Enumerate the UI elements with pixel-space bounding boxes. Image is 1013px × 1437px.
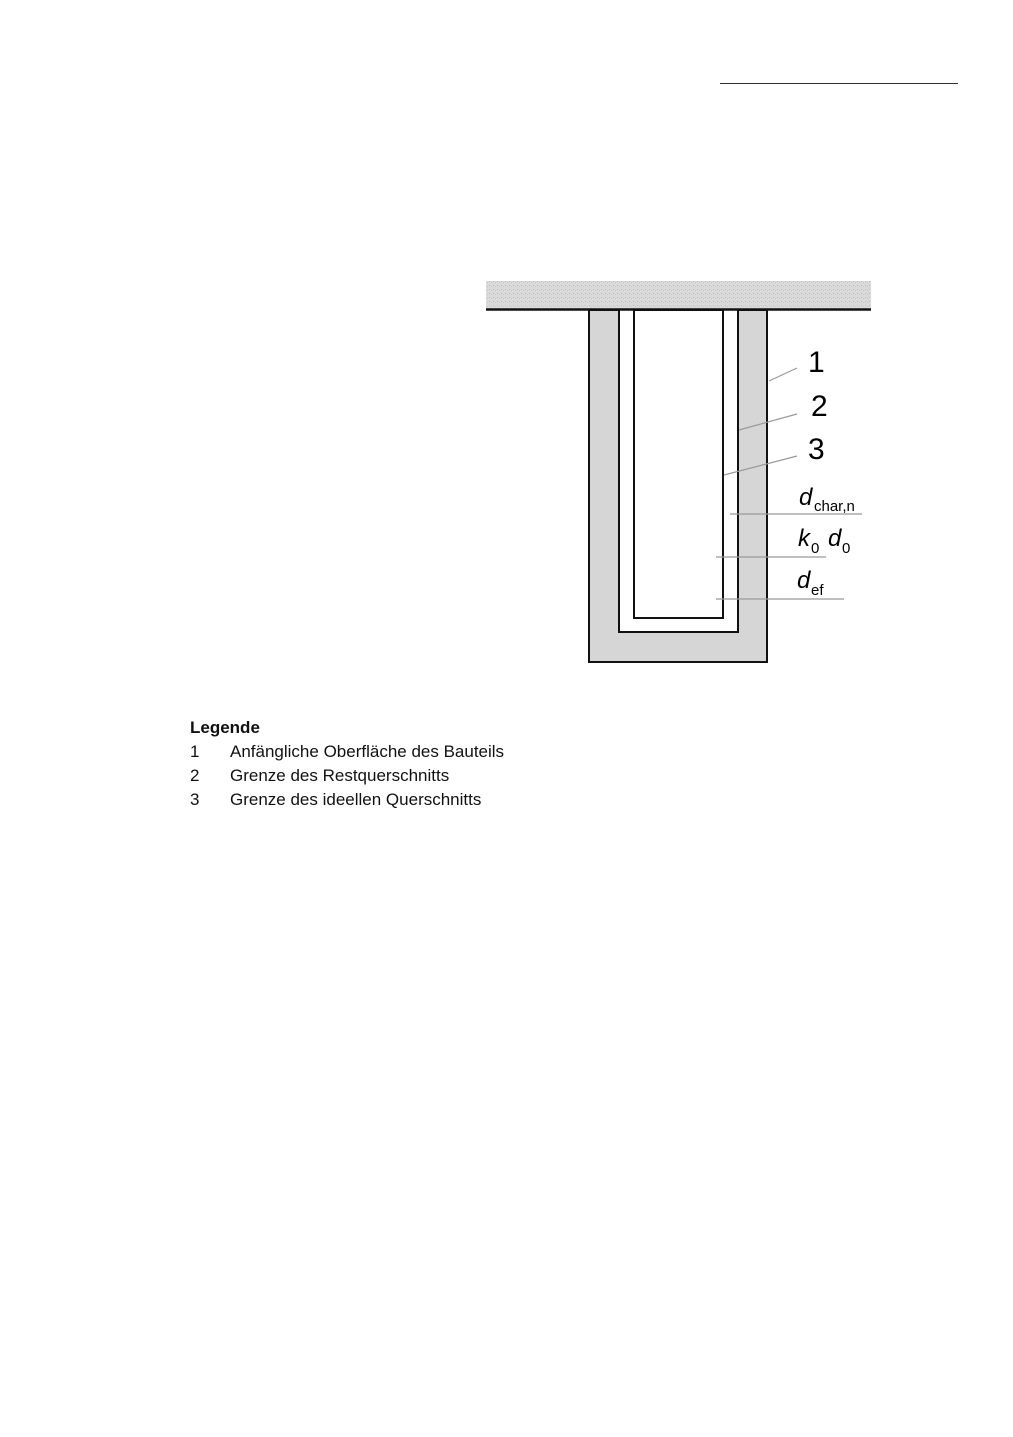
legend-title: Legende [190,718,260,737]
legend-item-number: 1 [190,742,200,761]
d0-label: d [828,525,842,552]
d0-subscript: 0 [842,540,851,557]
slab [486,281,871,309]
dchar-subscript: char,n [814,498,855,515]
callout-3: 3 [808,433,825,466]
legend-item [190,740,504,764]
callout-2: 2 [811,390,828,423]
legend-item-text: Grenze des Restquerschnitts [230,766,450,785]
leader-line-1 [769,368,797,381]
legend-item-number: 3 [190,790,200,809]
legend [190,716,504,812]
def-label: d [797,567,811,594]
effective-section [634,310,723,618]
dchar-label [799,484,813,511]
legend-item [190,788,504,812]
callout-1: 1 [808,346,825,379]
k0-subscript: 0 [811,540,820,557]
legend-item-text: Anfängliche Oberfläche des Bauteils [230,742,505,761]
def-subscript: ef [811,582,824,599]
dchar-main: d [799,484,813,511]
legend-item-number: 2 [190,766,200,785]
legend-item-text: Grenze des ideellen Querschnitts [230,790,482,809]
k0-label: k [798,525,810,552]
legend-item [190,764,504,788]
